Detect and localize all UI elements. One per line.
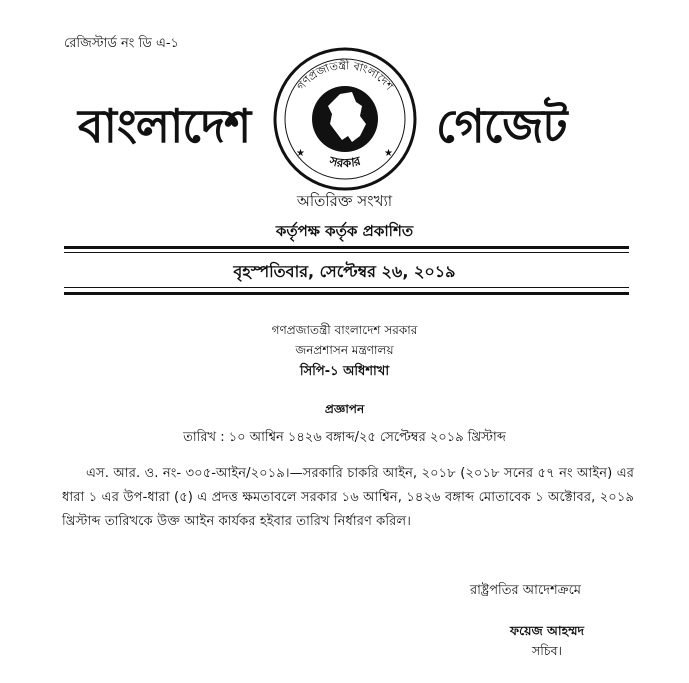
government-seal bbox=[270, 44, 420, 194]
signatory-name: ফয়েজ আহম্মদ bbox=[510, 623, 585, 638]
notice-body-text: এস. আর. ও. নং- ৩০৫-আইন/২০১৯।—সরকারি চাকরি আইন, ২০১৮ (২০১৮ সনের ৫৭ নং আইন) এর ধারা ১ এর উপ-ধারা (৫) এ প্রদত্ত ক্ষমতাবলে সরকার ১৬ আশ্বিন, ১৪২৬ বঙ্গাব্দ মোতাবেক ১ অক্টোবর, ২০১৯ খ্রিস্টাব্দ তারিখকে উক্ত আইন কার্যকর হইবার তারিখ নির্ধারণ করিল। bbox=[62, 466, 634, 529]
header-rule-bottom-thin bbox=[64, 287, 629, 288]
seal-star-left-icon: ★ bbox=[296, 148, 305, 159]
extra-issue-label: অতিরিক্ত সংখ্যা bbox=[296, 192, 393, 210]
svg-text:সরকার bbox=[327, 153, 363, 170]
header-rule-top bbox=[64, 246, 629, 249]
notice-title: প্রজ্ঞাপন bbox=[324, 402, 365, 416]
notice-date: তারিখ : ১০ আশ্বিন ১৪২৬ বঙ্গাব্দ/২৫ সেপ্টেম্বর ২০১৯ খ্রিস্টাব্দ bbox=[183, 430, 506, 445]
seal-top-text: গণপ্রজাতন্ত্রী বাংলাদেশ bbox=[294, 58, 396, 93]
branch-name: সিপি-১ অধিশাখা bbox=[299, 364, 390, 379]
government-name: গণপ্রজাতন্ত্রী বাংলাদেশ সরকার bbox=[271, 323, 418, 337]
masthead-title-right: গেজেট bbox=[436, 99, 567, 153]
registration-number: রেজিস্টার্ড নং ডি এ-১ bbox=[64, 36, 179, 51]
seal-bottom-text: সরকার bbox=[327, 153, 363, 171]
signatory-title: সচিব। bbox=[532, 643, 563, 658]
header-rule-top-thin bbox=[64, 252, 629, 253]
ministry-name: জনপ্রশাসন মন্ত্রণালয় bbox=[295, 343, 394, 357]
masthead-title-left: বাংলাদেশ bbox=[78, 99, 251, 153]
publisher-line: কর্তৃপক্ষ কর্তৃক প্রকাশিত bbox=[275, 222, 414, 240]
seal-star-right-icon: ★ bbox=[384, 148, 393, 159]
notice-body bbox=[62, 462, 634, 534]
issue-date: বৃহস্পতিবার, সেপ্টেম্বর ২৬, ২০১৯ bbox=[233, 262, 456, 281]
order-line: রাষ্ট্রপতির আদেশক্রমে bbox=[470, 583, 582, 598]
header-rule-bottom bbox=[64, 292, 629, 295]
